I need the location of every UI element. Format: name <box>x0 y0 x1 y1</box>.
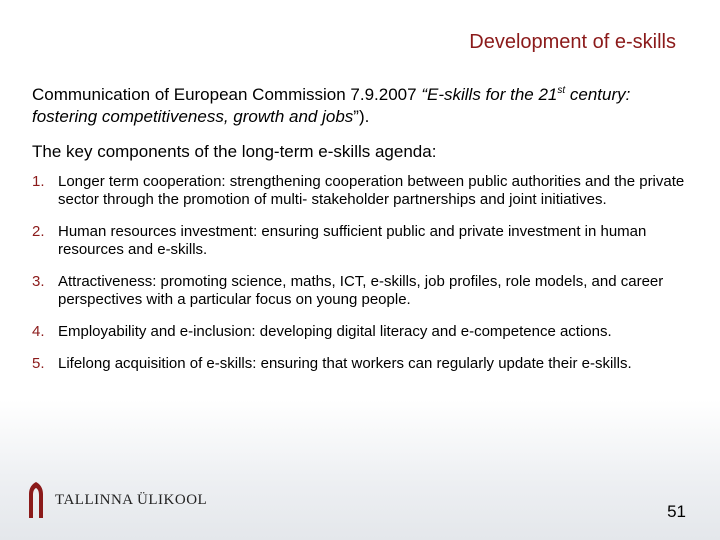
page-number: 51 <box>667 502 686 521</box>
intro-quote-rest: century: fostering competitiveness, growth and jobs <box>32 85 631 126</box>
intro-paragraph <box>32 84 682 128</box>
list-item-text: Lifelong acquisition of e-skills: ensuring that workers can regularly update their e-skills. <box>58 355 632 372</box>
intro-quote-superscript: st <box>557 85 566 96</box>
intro-tail: ”). <box>353 107 370 126</box>
list-item <box>32 273 692 309</box>
key-components-heading: The key components of the long-term e-skills agenda: <box>32 142 437 161</box>
key-components-list <box>32 173 692 387</box>
university-emblem-icon <box>26 480 46 520</box>
list-item-text: Employability and e-inclusion: developing digital literacy and e-competence actions. <box>58 323 612 340</box>
university-name: TALLINNA ÜLIKOOL <box>55 491 208 508</box>
university-logo <box>26 480 207 520</box>
list-item <box>32 223 692 259</box>
list-item-text: Attractiveness: promoting science, maths, ICT, e-skills, job profiles, role models, and career perspectives with a particular focus on young people. <box>58 273 664 308</box>
list-item-number: 1. <box>32 173 45 190</box>
intro-quote-main: “E-skills for the 21 <box>421 85 558 104</box>
list-item <box>32 173 692 209</box>
list-item-number: 3. <box>32 273 45 290</box>
list-item <box>32 323 692 341</box>
list-item-number: 2. <box>32 223 45 240</box>
list-item-number: 4. <box>32 323 45 340</box>
intro-lead: Communication of European Commission 7.9.2007 <box>32 85 422 104</box>
list-item-text: Human resources investment: ensuring sufficient public and private investment in human resources and e-skills. <box>58 223 647 258</box>
list-item-number: 5. <box>32 355 45 372</box>
list-item-text: Longer term cooperation: strengthening cooperation between public authorities and the private sector through the promotion of multi- stakeholder partnerships and joint initiatives. <box>58 173 685 208</box>
slide-title: Development of e-skills <box>469 31 676 53</box>
list-item <box>32 355 692 373</box>
